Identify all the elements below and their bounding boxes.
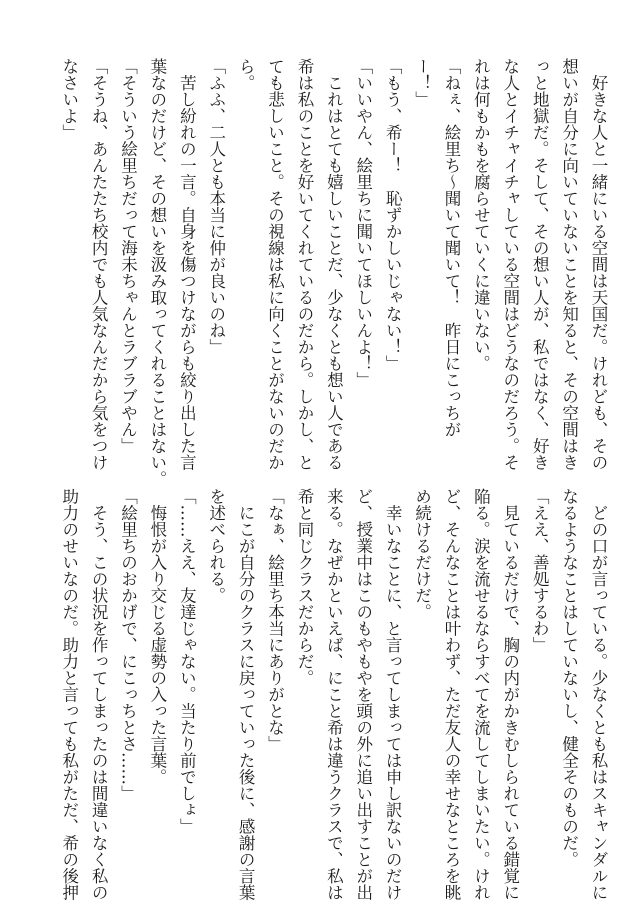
text-line: 来る。なぜかといえば、にこと希は違うクラスで、私は <box>324 488 344 901</box>
text-line: 希と同じクラスだからだ。 <box>294 488 314 686</box>
text-line: どの口が言っている。少なくとも私はスキャンダルに <box>589 488 608 901</box>
text-line: 「いいやん、絵里ちに聞いてほしいんよ！」 <box>353 58 373 388</box>
text-line: ら。 <box>236 58 256 91</box>
text-line: 助力のせいなのだ。助力と言っても私がただ、希の後押 <box>59 488 79 901</box>
text-line: なるようなことはしていないし、健全そのものだ。 <box>559 488 579 868</box>
text-line: 「なぁ、絵里ち本当にありがとな」 <box>265 488 285 752</box>
text-line: 苦し紛れの一言。自身を傷つけながらも絞り出した言 <box>177 58 197 471</box>
text-line: これはとても嬉しいことだ、少なくとも想い人である <box>324 58 344 471</box>
text-line: 陥る。涙を流せるならすべてを流してしまいたい。けれ <box>471 488 491 901</box>
text-line: そう、この状況を作ってしまったのは間違いなく私の <box>89 488 109 901</box>
text-line: なさいよ」 <box>59 58 79 141</box>
text-line: 幸いなことに、と言ってしまっては申し訳ないのだけ <box>383 488 403 901</box>
text-line: を述べられる。 <box>206 488 226 604</box>
text-line: ど、授業中はこのもやもやを頭の外に追い出すことが出 <box>353 488 373 901</box>
text-line: 「もう、希ー！ 恥ずかしいじゃない！」 <box>383 58 403 372</box>
text-line: 葉なのだけど、その想いを汲み取ってくれることはない。 <box>147 58 167 487</box>
text-line: 悔恨が入り交じる虚勢の入った言葉。 <box>147 488 167 785</box>
text-line: 「そうね、あんたたち校内でも人気なんだから気をつけ <box>89 58 109 471</box>
text-line: な人とイチャイチャしている空間はどうなのだろう。そ <box>500 58 520 471</box>
text-line: れは何もかもを腐らせていくに違いない。 <box>471 58 491 372</box>
text-line: 「ねぇ、絵里ち～聞いて聞いて！ 昨日にこっちが <box>441 58 461 438</box>
text-line: 「ふふ、二人とも本当に仲が良いのね」 <box>206 58 226 355</box>
text-line: め続けるだけだ。 <box>412 488 432 620</box>
text-line: ても悲しいこと。その視線は私に向くことがないのだか <box>265 58 285 471</box>
text-line: 「絵里ちのおかげで、にこっちとさ……」 <box>118 488 138 802</box>
text-line: ー！」 <box>412 58 432 108</box>
text-block-top <box>54 58 613 487</box>
text-line: ど、そんなことは叶わず、ただ友人の幸せなところを眺 <box>441 488 461 901</box>
text-line: 好きな人と一緒にいる空間は天国だ。けれども、その <box>589 58 608 471</box>
text-line: 希は私のことを好いてくれているのだから。しかし、と <box>294 58 314 471</box>
text-line: 「そういう絵里ちだって海未ちゃんとラブラブやん」 <box>118 58 138 454</box>
text-line: 見ているだけで、胸の内がかきむしられている錯覚に <box>500 488 520 901</box>
text-block-bottom <box>54 488 613 901</box>
text-line: にこが自分のクラスに戻っていった後に、感謝の言葉 <box>236 488 256 901</box>
text-line: 「……ええ、友達じゃない。当たり前でしょ」 <box>177 488 197 835</box>
text-line: 「ええ、善処するわ」 <box>530 488 550 653</box>
text-line: っと地獄だ。そして、その想い人が、私ではなく、好き <box>530 58 550 471</box>
text-line: 想いが自分に向いていないことを知ると、その空間はき <box>559 58 579 471</box>
